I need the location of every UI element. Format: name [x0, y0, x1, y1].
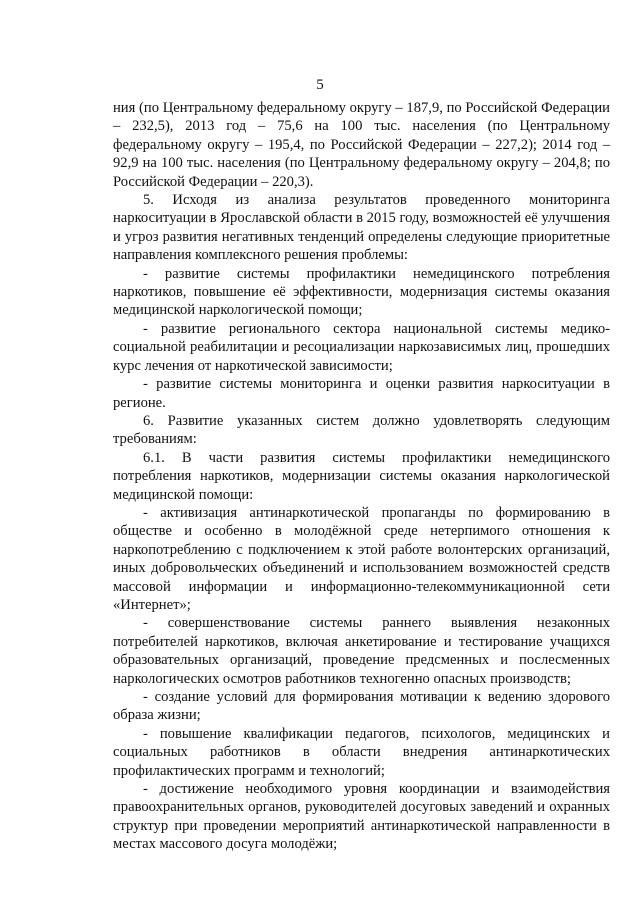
list-item-prevention-system: - развитие системы профилактики немедицинского потребления наркотиков, повышение её эффективности, модернизация системы оказания медицинской наркологической помощи;	[113, 265, 610, 319]
list-item-rehabilitation-sector: - развитие регионального сектора национальной системы медико-социальной реабилитации и ресоциализации наркозависимых лиц, прошедших курс лечения от наркотической зависимости;	[113, 320, 610, 374]
paragraph-priority-directions: 5. Исходя из анализа результатов проведенного мониторинга наркоситуации в Ярославской области в 2015 году, возможностей её улучшения и угроз развития негативных тенденций определены следующие приоритетные направления комплексного решения проблемы:	[113, 192, 610, 264]
list-item-qualification: - повышение квалификации педагогов, психологов, медицинских и социальных работников в области внедрения антинаркотических профилактических программ и технологий;	[113, 725, 610, 779]
paragraph-statistics-continuation: ния (по Центральному федеральному округу – 187,9, по Российской Федерации – 232,5), 2013 год – 75,6 на 100 тыс. населения (по Центральному федеральному округу – 195,4, по Российской Федерации – 227,2); 2014 год – 92,9 на 100 тыс. населения (по Центральному федеральному округу – 204,8; по Российской Федерации – 220,3).	[113, 100, 610, 190]
paragraph-section-6-1: 6.1. В части развития системы профилактики немедицинского потребления наркотиков, модернизации системы оказания наркологической медицинской помощи:	[113, 449, 610, 503]
list-item-early-detection: - совершенствование системы раннего выявления незаконных потребителей наркотиков, включая анкетирование и тестирование учащихся образовательных организаций, проведение предсменных и послесменных наркологических осмотров работников техногенно опасных производств;	[113, 615, 610, 687]
list-item-healthy-lifestyle: - создание условий для формирования мотивации к ведению здорового образа жизни;	[113, 689, 610, 724]
paragraph-requirements: 6. Развитие указанных систем должно удовлетворять следующим требованиям:	[113, 412, 610, 448]
document-body	[113, 99, 610, 854]
list-item-propaganda: - активизация антинаркотической пропаганды по формированию в обществе и особенно в молодёжной среде нетерпимого отношения к наркопотреблению с подключением к этой работе волонтерских организаций, иных добровольческих объединений и использованием возможностей средств массовой информации и информационно-телекоммуникационной сети «Интернет»;	[113, 504, 610, 613]
list-item-coordination: - достижение необходимого уровня координации и взаимодействия правоохранительных органов, руководителей досуговых заведений и охранных структур при проведении мероприятий антинаркотической направленности в местах массового досуга молодёжи;	[113, 781, 610, 853]
page-number: 5	[316, 77, 324, 93]
list-item-monitoring-system: - развитие системы мониторинга и оценки развития наркоситуации в регионе.	[113, 376, 610, 411]
